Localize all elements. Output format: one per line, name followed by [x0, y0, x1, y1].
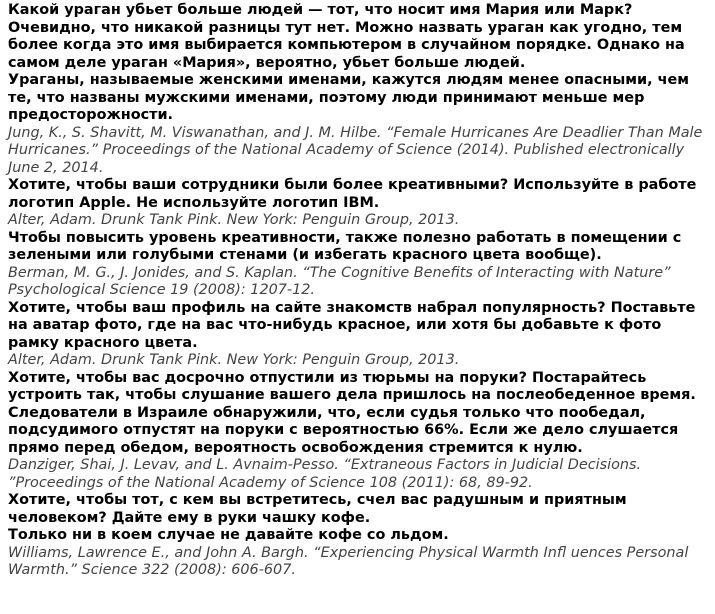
paragraph-judges-israel: Следователи в Израиле обнаружили, что, если судья только что пообедал, подсудимого отпустят на поруки с вероятностью 66%. Если же дело слушается прямо перед обедом, вероятность освобождения стремится к нулю.	[8, 404, 679, 456]
citation-alter-1: Alter, Adam. Drunk Tank Pink. New York: Penguin Group, 2013.	[8, 212, 460, 228]
citation-danziger: Danziger, Shai, J. Levav, and L. Avnaim-Pesso. “Extraneous Factors in Judicial Decisions. ”Proceedings of the National Academy of Science 108 (2011): 68, 89-92.	[8, 457, 642, 491]
citation-williams: Williams, Lawrence E., and John A. Bargh. “Experiencing Physical Warmth Infl uences Personal Warmth.” Science 322 (2008): 606-607.	[8, 544, 689, 578]
paragraph-dating-profile: Хотите, чтобы ваш профиль на сайте знакомств набрал популярность? Поставьте на аватар фото, где на вас что-нибудь красное, или хотя бы добавьте к фото рамку красного цвета.	[8, 299, 696, 351]
citation-berman: Berman, M. G., J. Jonides, and S. Kaplan. “The Cognitive Benefits of Interacting with Nature” Psychological Science 19 (2008): 1207-12.	[8, 264, 671, 298]
paragraph-hurricane-names: Какой ураган убьет больше людей — тот, что носит имя Мария или Марк? Очевидно, что никакой разницы тут нет. Можно назвать ураган как угодно, тем более когда это имя выбирается компьютером в случайном порядке. Однако на самом деле ураган «Мария», вероятно, убьет больше людей.	[8, 2, 685, 71]
paragraph-apple-logo: Хотите, чтобы ваши сотрудники были более креативными? Используйте в работе логотип Apple. Не используйте логотип IBM.	[8, 177, 697, 211]
document-body	[8, 2, 708, 580]
citation-alter-2: Alter, Adam. Drunk Tank Pink. New York: Penguin Group, 2013.	[8, 352, 460, 368]
paragraph-parole: Хотите, чтобы вас досрочно отпустили из тюрьмы на поруки? Постарайтесь устроить так, чтобы слушание вашего дела пришлось на послеобеденное время.	[8, 369, 696, 403]
paragraph-coffee: Хотите, чтобы тот, с кем вы встретитесь, счел вас радушным и приятным человеком? Дайте ему в руки чашку кофе.	[8, 492, 627, 526]
paragraph-wall-colors: Чтобы повысить уровень креативности, также полезно работать в помещении с зелеными или голубыми стенами (и избегать красного цвета вообще).	[8, 229, 682, 263]
citation-jung: Jung, K., S. Shavitt, M. Viswanathan, and J. M. Hilbe. “Female Hurricanes Are Deadlier Than Male Hurricanes.” Proceedings of the National Academy of Science (2014). Published electronically June 2, 2014.	[8, 124, 703, 176]
paragraph-iced-coffee: Только ни в коем случае не давайте кофе со льдом.	[8, 527, 449, 543]
paragraph-hurricane-gender: Ураганы, называемые женскими именами, кажутся людям менее опасными, чем те, что названы мужскими именами, поэтому люди принимают меньше мер предосторожности.	[8, 72, 689, 123]
